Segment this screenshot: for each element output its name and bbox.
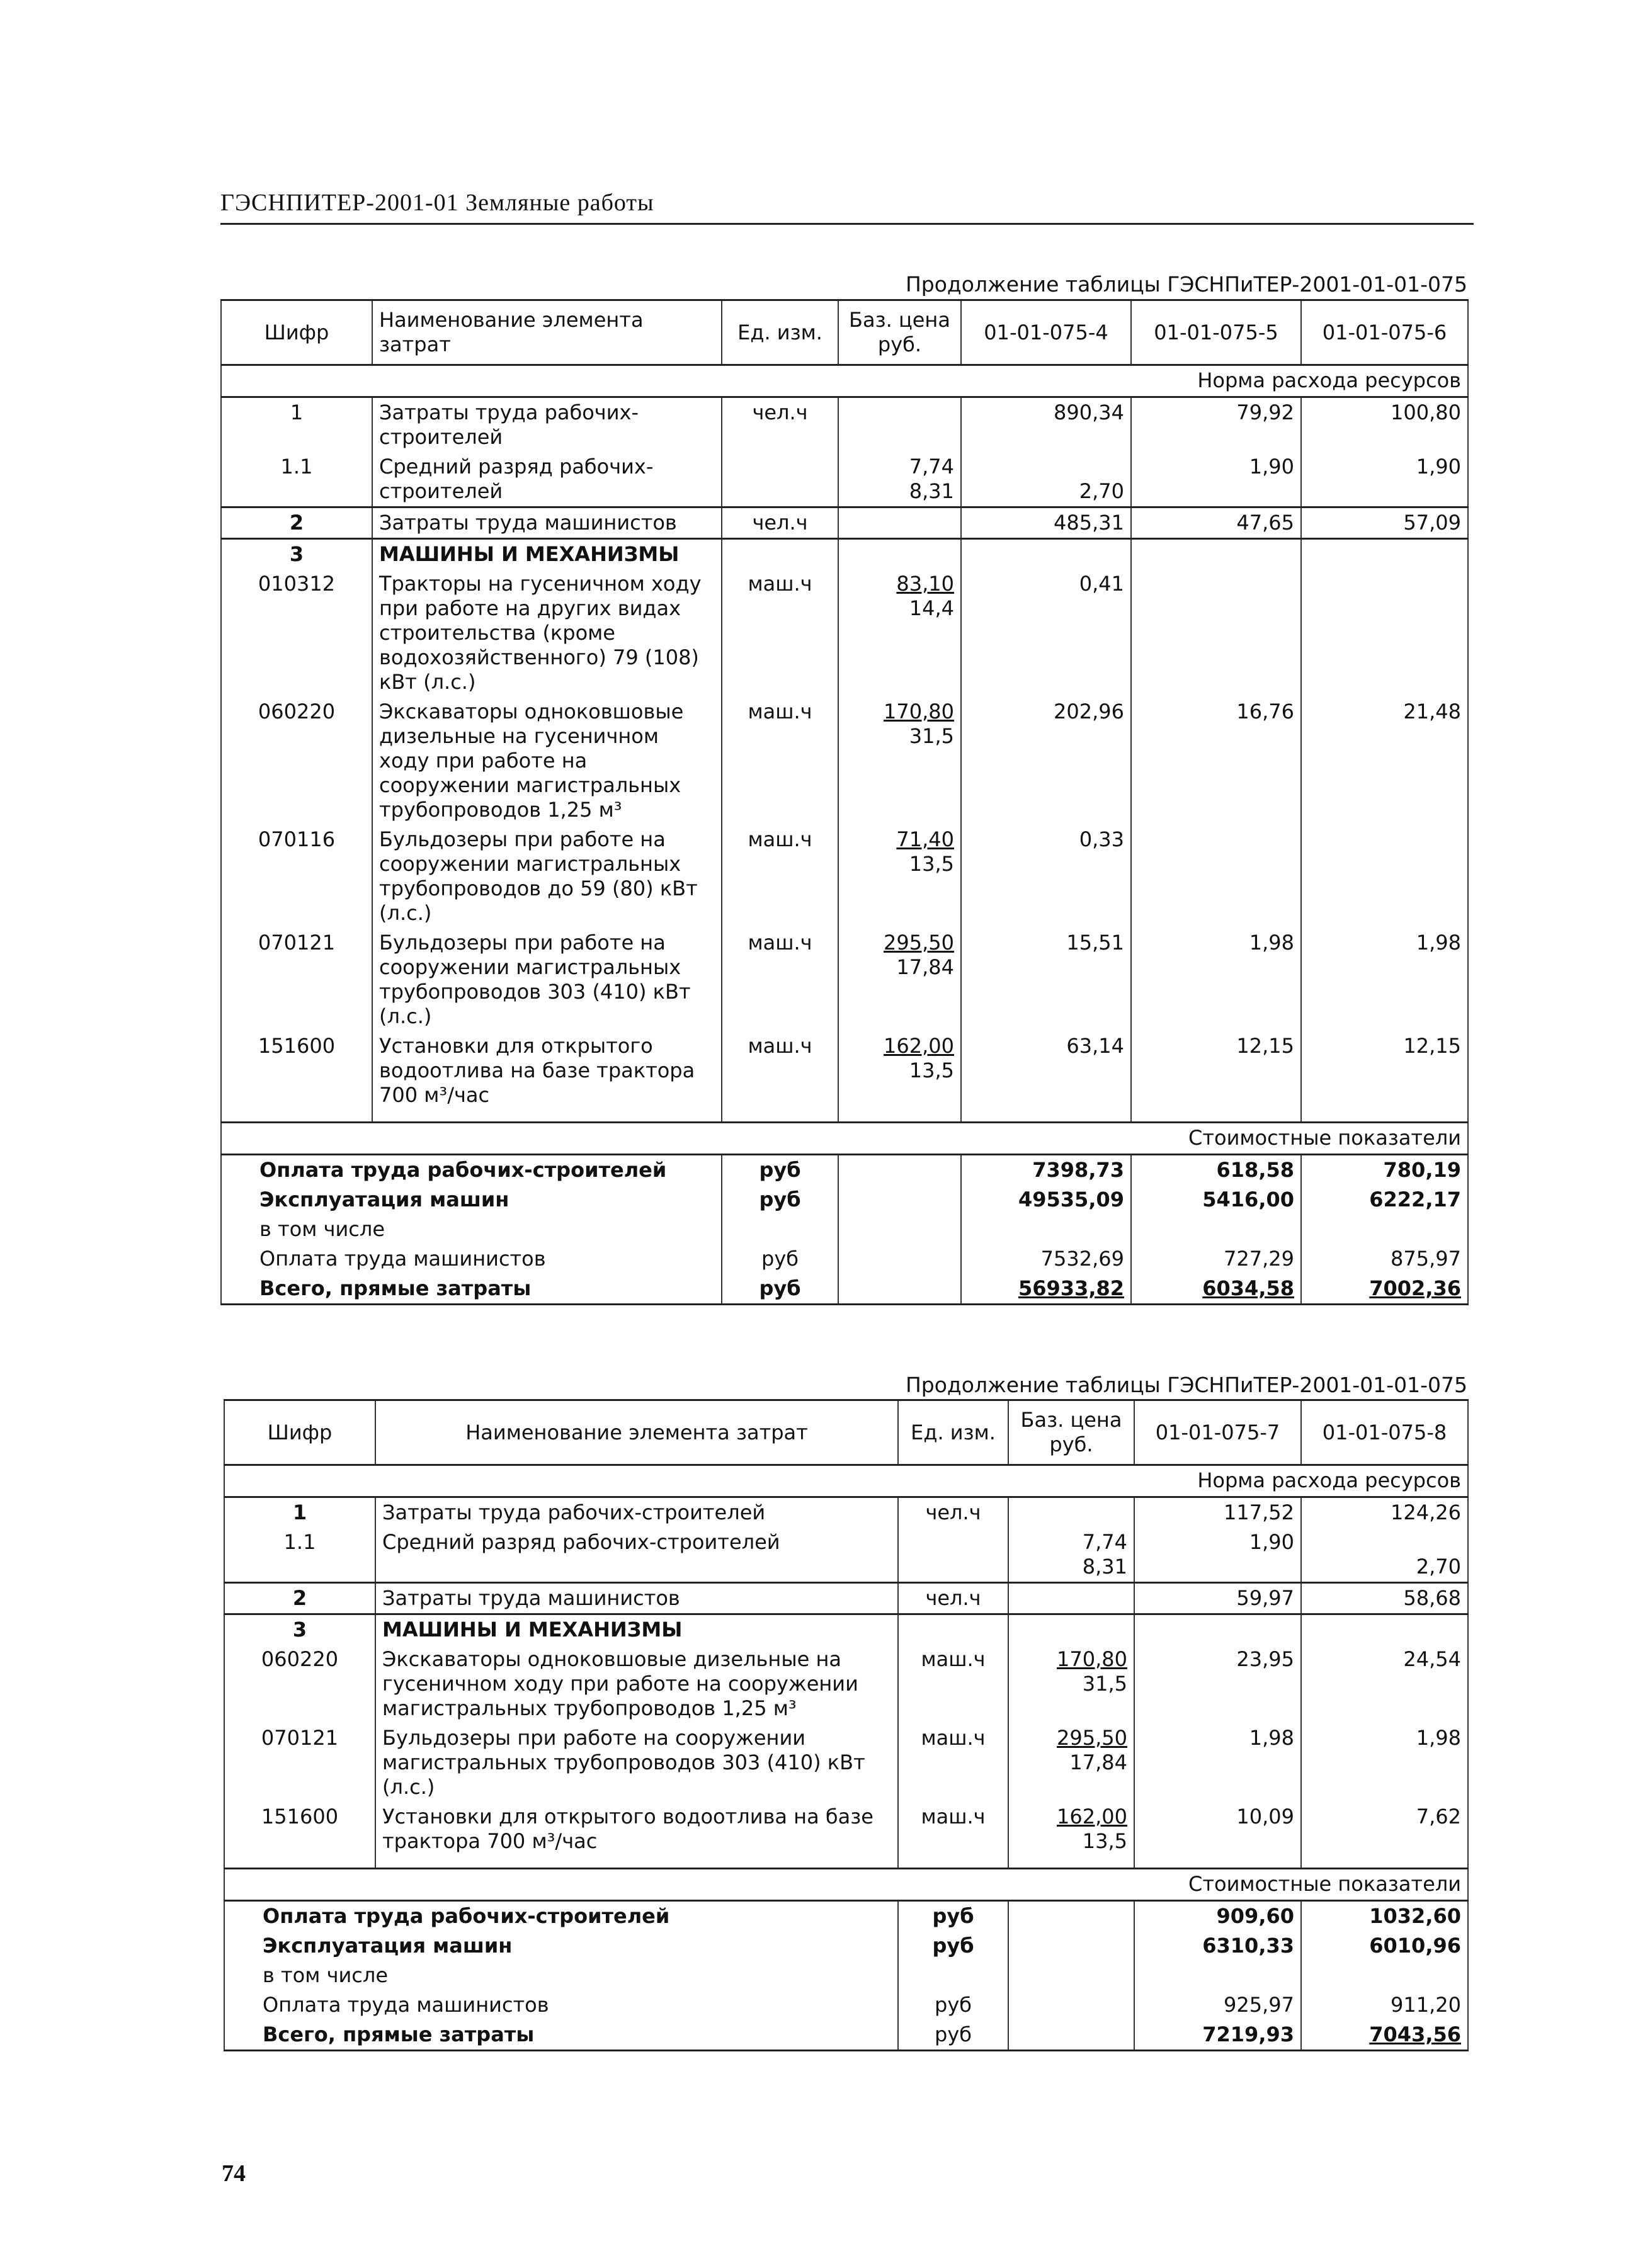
- price-secondary: 14,4: [909, 596, 954, 620]
- row-value: 7,62: [1301, 1802, 1468, 1856]
- row-price: [838, 569, 961, 697]
- price-primary: 71,40: [896, 827, 954, 851]
- cost-row: [224, 1990, 1468, 2020]
- cost-name: Оплата труда рабочих-строителей: [221, 1155, 722, 1186]
- row-name: Экскаваторы одноковшовые дизельные на гусеничном ходу при работе на сооружении магистральных трубопроводов 1,25 м³: [375, 1645, 898, 1723]
- row-code: 3: [221, 539, 372, 570]
- row-unit: маш.ч: [722, 569, 838, 697]
- row-name: Средний разряд рабочих-строителей: [375, 1528, 898, 1583]
- cost-value: 780,19: [1301, 1155, 1468, 1186]
- row-price: [838, 1031, 961, 1110]
- section-row: [221, 1123, 1468, 1155]
- header-unit: Ед. изм.: [722, 300, 838, 365]
- cost-name: в том числе: [224, 1961, 898, 1990]
- row-price: [838, 697, 961, 825]
- row-value: [1131, 569, 1301, 697]
- table-row: [224, 1802, 1468, 1856]
- row-unit: маш.ч: [898, 1645, 1008, 1723]
- row-unit: чел.ч: [898, 1583, 1008, 1614]
- row-value: 1,98: [1134, 1723, 1301, 1802]
- price-primary: 83,10: [896, 572, 954, 596]
- table-header-row: [221, 300, 1468, 365]
- header-name: Наименование элемента затрат: [375, 1400, 898, 1465]
- cost-unit: руб: [898, 1901, 1008, 1932]
- row-price: [838, 928, 961, 1031]
- row-value: 63,14: [961, 1031, 1131, 1110]
- row-value: 15,51: [961, 928, 1131, 1031]
- cost-value: 7043,56: [1301, 2020, 1468, 2051]
- cost-value: 875,97: [1301, 1244, 1468, 1274]
- cost-unit: руб: [722, 1155, 838, 1186]
- price-secondary: 17,84: [896, 955, 954, 979]
- row-value: 0,33: [961, 825, 1131, 928]
- price-primary: 7,74: [1082, 1530, 1127, 1554]
- row-value: 47,65: [1131, 507, 1301, 539]
- price-primary: 162,00: [884, 1034, 954, 1058]
- row-unit: маш.ч: [898, 1802, 1008, 1856]
- table-row: [221, 697, 1468, 825]
- price-secondary: 13,5: [909, 852, 954, 876]
- row-unit: маш.ч: [722, 1031, 838, 1110]
- row-value-text: 2,70: [1416, 1555, 1461, 1579]
- row-value: 57,09: [1301, 507, 1468, 539]
- cost-unit: руб: [722, 1244, 838, 1274]
- header-code: Шифр: [221, 300, 372, 365]
- row-value: 79,92: [1131, 397, 1301, 453]
- cost-name: Оплата труда рабочих-строителей: [224, 1901, 898, 1932]
- cost-unit: руб: [898, 1990, 1008, 2020]
- section-row: [224, 1869, 1468, 1901]
- row-value: 12,15: [1301, 1031, 1468, 1110]
- table-row: [224, 1583, 1468, 1614]
- price-primary: 7,74: [909, 455, 954, 479]
- cost-value: 7398,73: [961, 1155, 1131, 1186]
- table-row: [224, 1528, 1468, 1583]
- cost-value: 7219,93: [1134, 2020, 1301, 2051]
- row-value-text: 2,70: [1079, 479, 1124, 503]
- row-unit: маш.ч: [898, 1723, 1008, 1802]
- cost-value: 618,58: [1131, 1155, 1301, 1186]
- cost-value: 6310,33: [1134, 1931, 1301, 1961]
- cost-name: Всего, прямые затраты: [224, 2020, 898, 2051]
- cost-row: [224, 1961, 1468, 1990]
- row-name: Бульдозеры при работе на сооружении магистральных трубопроводов 303 (410) кВт (л.с.): [372, 928, 722, 1031]
- cost-name: Эксплуатация машин: [224, 1931, 898, 1961]
- row-price: [1008, 1723, 1134, 1802]
- table-row: [224, 1614, 1468, 1645]
- page-header: ГЭСНПИТЕР-2001-01 Земляные работы: [220, 190, 654, 216]
- row-value: 16,76: [1131, 697, 1301, 825]
- row-unit: маш.ч: [722, 825, 838, 928]
- cost-row: [221, 1185, 1468, 1215]
- cost-value: 6222,17: [1301, 1185, 1468, 1215]
- row-name: Затраты труда рабочих-строителей: [375, 1497, 898, 1528]
- section-cost-label: Стоимостные показатели: [221, 1123, 1468, 1155]
- section-norma-label: Норма расхода ресурсов: [221, 365, 1468, 397]
- header-code: Шифр: [224, 1400, 375, 1465]
- row-code: 070116: [221, 825, 372, 928]
- row-value: 1,90: [1131, 452, 1301, 507]
- row-value: 485,31: [961, 507, 1131, 539]
- row-value: 100,80: [1301, 397, 1468, 453]
- row-value: 1,90: [1301, 452, 1468, 507]
- row-value: 1,98: [1301, 1723, 1468, 1802]
- row-unit: маш.ч: [722, 928, 838, 1031]
- row-value: [1301, 569, 1468, 697]
- header-col-5: 01-01-075-5: [1131, 300, 1301, 365]
- cost-row: [221, 1244, 1468, 1274]
- header-name: Наименование элемента затрат: [372, 300, 722, 365]
- row-code: 070121: [221, 928, 372, 1031]
- table-row: [224, 1497, 1468, 1528]
- row-price: [1008, 1528, 1134, 1583]
- table1-caption: Продолжение таблицы ГЭСНПиТЕР-2001-01-01-075: [905, 272, 1467, 297]
- row-value: 10,09: [1134, 1802, 1301, 1856]
- table-row: [221, 507, 1468, 539]
- header-unit: Ед. изм.: [898, 1400, 1008, 1465]
- table-row: [221, 928, 1468, 1031]
- row-value: 12,15: [1131, 1031, 1301, 1110]
- section-norma-label: Норма расхода ресурсов: [224, 1465, 1468, 1497]
- row-value: 890,34: [961, 397, 1131, 453]
- row-name: Затраты труда рабочих-строителей: [372, 397, 722, 453]
- cost-unit: руб: [722, 1274, 838, 1305]
- row-code: 3: [224, 1614, 375, 1645]
- cost-value: 911,20: [1301, 1990, 1468, 2020]
- row-value: 1,90: [1134, 1528, 1301, 1583]
- row-code: 151600: [224, 1802, 375, 1856]
- table-row: [221, 1031, 1468, 1110]
- cost-value: 56933,82: [961, 1274, 1131, 1305]
- page-number: 74: [222, 2160, 246, 2187]
- row-code: 1.1: [224, 1528, 375, 1583]
- table-row: [224, 1645, 1468, 1723]
- row-value: [961, 452, 1131, 507]
- row-code: 070121: [224, 1723, 375, 1802]
- price-primary: 295,50: [1057, 1726, 1127, 1750]
- table-row: [221, 452, 1468, 507]
- row-value: [1131, 825, 1301, 928]
- price-primary: 162,00: [1057, 1805, 1127, 1829]
- section-row: [221, 365, 1468, 397]
- cost-name: Оплата труда машинистов: [221, 1244, 722, 1274]
- row-code: 151600: [221, 1031, 372, 1110]
- cost-name: Эксплуатация машин: [221, 1185, 722, 1215]
- row-code: 010312: [221, 569, 372, 697]
- row-value: 202,96: [961, 697, 1131, 825]
- row-name: Бульдозеры при работе на сооружении магистральных трубопроводов 303 (410) кВт (л.с.): [375, 1723, 898, 1802]
- row-unit: чел.ч: [722, 507, 838, 539]
- table2-caption: Продолжение таблицы ГЭСНПиТЕР-2001-01-01-075: [905, 1373, 1467, 1397]
- header-rule: [220, 223, 1474, 225]
- row-code: 1: [221, 397, 372, 453]
- table-row: [224, 1723, 1468, 1802]
- row-code: 060220: [224, 1645, 375, 1723]
- row-code: 2: [221, 507, 372, 539]
- cost-value: 909,60: [1134, 1901, 1301, 1932]
- row-price: [838, 507, 961, 539]
- row-name: МАШИНЫ И МЕХАНИЗМЫ: [372, 539, 722, 570]
- price-secondary: 31,5: [1082, 1672, 1127, 1696]
- row-value: 21,48: [1301, 697, 1468, 825]
- row-value: [1301, 825, 1468, 928]
- cost-row: [224, 1931, 1468, 1961]
- resource-table-2: [224, 1399, 1469, 2051]
- price-primary: 170,80: [884, 700, 954, 723]
- row-name: МАШИНЫ И МЕХАНИЗМЫ: [375, 1614, 898, 1645]
- price-secondary: 31,5: [909, 724, 954, 748]
- cost-value: 5416,00: [1131, 1185, 1301, 1215]
- cost-unit: руб: [898, 2020, 1008, 2051]
- price-primary: 295,50: [884, 931, 954, 955]
- cost-value: 727,29: [1131, 1244, 1301, 1274]
- cost-row: [221, 1274, 1468, 1305]
- row-name: Экскаваторы одноковшовые дизельные на гусеничном ходу при работе на сооружении магистральных трубопроводов 1,25 м³: [372, 697, 722, 825]
- cost-row: [224, 1901, 1468, 1932]
- cost-value: 6010,96: [1301, 1931, 1468, 1961]
- row-value: 23,95: [1134, 1645, 1301, 1723]
- row-unit: чел.ч: [898, 1497, 1008, 1528]
- cost-name: в том числе: [221, 1215, 722, 1244]
- table-row: [221, 825, 1468, 928]
- row-code: 1.1: [221, 452, 372, 507]
- section-row: [224, 1465, 1468, 1497]
- table-header-row: [224, 1400, 1468, 1465]
- header-col-4: 01-01-075-4: [961, 300, 1131, 365]
- table-row: [221, 539, 1468, 570]
- row-price: [1008, 1802, 1134, 1856]
- row-value: 0,41: [961, 569, 1131, 697]
- row-code: 1: [224, 1497, 375, 1528]
- row-name: Затраты труда машинистов: [375, 1583, 898, 1614]
- cost-value: 7532,69: [961, 1244, 1131, 1274]
- row-value: 58,68: [1301, 1583, 1468, 1614]
- price-secondary: 8,31: [909, 479, 954, 503]
- cost-row: [221, 1215, 1468, 1244]
- cost-value: 7002,36: [1301, 1274, 1468, 1305]
- row-unit: чел.ч: [722, 397, 838, 453]
- row-name: Установки для открытого водоотлива на базе трактора 700 м³/час: [375, 1802, 898, 1856]
- price-secondary: 13,5: [909, 1058, 954, 1082]
- row-value: 117,52: [1134, 1497, 1301, 1528]
- row-value: 124,26: [1301, 1497, 1468, 1528]
- table-row: [221, 397, 1468, 453]
- row-value: 59,97: [1134, 1583, 1301, 1614]
- row-value: [1301, 1528, 1468, 1583]
- header-price: Баз. цена руб.: [838, 300, 961, 365]
- header-price: Баз. цена руб.: [1008, 1400, 1134, 1465]
- price-secondary: 8,31: [1082, 1555, 1127, 1579]
- row-name: Затраты труда машинистов: [372, 507, 722, 539]
- row-name: Бульдозеры при работе на сооружении магистральных трубопроводов до 59 (80) кВт (л.с.): [372, 825, 722, 928]
- price-secondary: 17,84: [1069, 1750, 1127, 1774]
- table-row: [221, 569, 1468, 697]
- row-value: 24,54: [1301, 1645, 1468, 1723]
- price-primary: 170,80: [1057, 1647, 1127, 1671]
- row-price: [838, 452, 961, 507]
- cost-name: Всего, прямые затраты: [221, 1274, 722, 1305]
- row-value: 1,98: [1301, 928, 1468, 1031]
- row-code: 060220: [221, 697, 372, 825]
- cost-row: [224, 2020, 1468, 2051]
- cost-name: Оплата труда машинистов: [224, 1990, 898, 2020]
- cost-row: [221, 1155, 1468, 1186]
- row-name: Средний разряд рабочих-строителей: [372, 452, 722, 507]
- row-price: [838, 825, 961, 928]
- cost-value: 49535,09: [961, 1185, 1131, 1215]
- header-col-6: 01-01-075-6: [1301, 300, 1468, 365]
- row-name: Установки для открытого водоотлива на базе трактора 700 м³/час: [372, 1031, 722, 1110]
- row-value: 1,98: [1131, 928, 1301, 1031]
- row-price: [838, 397, 961, 453]
- section-cost-label: Стоимостные показатели: [224, 1869, 1468, 1901]
- resource-table-1: [220, 299, 1469, 1305]
- cost-unit: руб: [722, 1185, 838, 1215]
- cost-value: 6034,58: [1131, 1274, 1301, 1305]
- cost-value: 925,97: [1134, 1990, 1301, 2020]
- row-code: 2: [224, 1583, 375, 1614]
- header-col-8: 01-01-075-8: [1301, 1400, 1468, 1465]
- cost-value: 1032,60: [1301, 1901, 1468, 1932]
- row-unit: [722, 452, 838, 507]
- row-name: Тракторы на гусеничном ходу при работе на других видах строительства (кроме водохозяйственного) 79 (108) кВт (л.с.): [372, 569, 722, 697]
- row-price: [1008, 1645, 1134, 1723]
- row-unit: маш.ч: [722, 697, 838, 825]
- header-col-7: 01-01-075-7: [1134, 1400, 1301, 1465]
- cost-unit: руб: [898, 1931, 1008, 1961]
- price-secondary: 13,5: [1082, 1829, 1127, 1853]
